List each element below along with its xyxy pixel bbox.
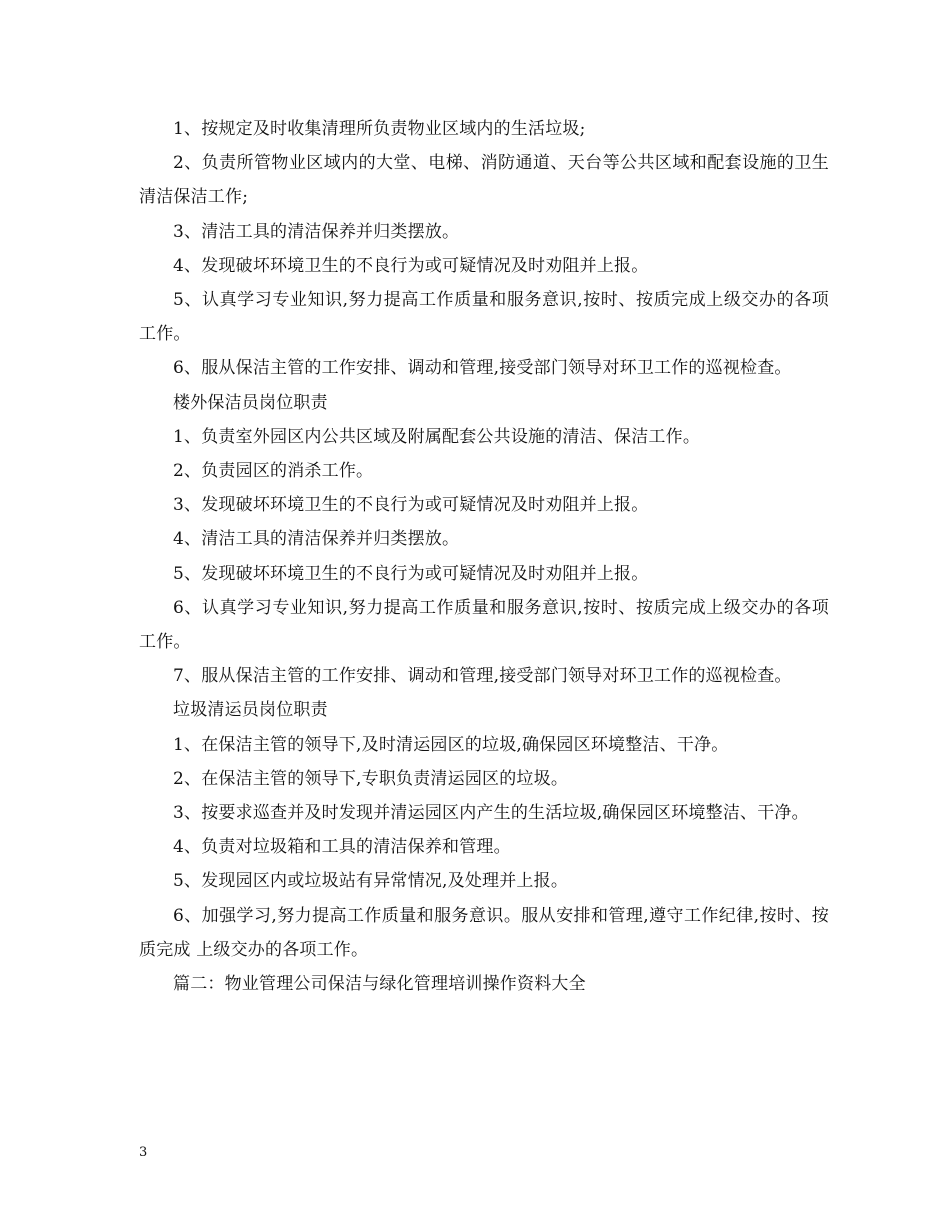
paragraph: 5、发现园区内或垃圾站有异常情况,及处理并上报。 bbox=[173, 871, 569, 892]
paragraph: 1、在保洁主管的领导下,及时清运园区的垃圾,确保园区环境整洁、干净。 bbox=[173, 734, 729, 755]
paragraph: 6、服从保洁主管的工作安排、调动和管理,接受部门领导对环卫工作的巡视检查。 bbox=[173, 358, 792, 379]
chapter-heading: 篇二：物业管理公司保洁与绿化管理培训操作资料大全 bbox=[173, 974, 586, 995]
paragraph: 6、加强学习,努力提高工作质量和服务意识。服从安排和管理,遵守工作纪律,按时、按质完成 上级交办的各项工作。 bbox=[139, 905, 829, 960]
section-heading: 垃圾清运员岗位职责 bbox=[173, 700, 328, 721]
paragraph: 2、负责所管物业区域内的大堂、电梯、消防通道、天台等公共区域和配套设施的卫生清洁保洁工作; bbox=[139, 153, 829, 208]
paragraph: 5、发现破坏环境卫生的不良行为或可疑情况及时劝阻并上报。 bbox=[173, 563, 649, 584]
paragraph: 3、发现破坏环境卫生的不良行为或可疑情况及时劝阻并上报。 bbox=[173, 495, 649, 516]
paragraph: 3、清洁工具的清洁保养并归类摆放。 bbox=[173, 221, 460, 242]
paragraph: 5、认真学习专业知识,努力提高工作质量和服务意识,按时、按质完成上级交办的各项工作。 bbox=[139, 290, 829, 345]
paragraph: 6、认真学习专业知识,努力提高工作质量和服务意识,按时、按质完成上级交办的各项工作。 bbox=[139, 597, 829, 653]
paragraph: 4、发现破坏环境卫生的不良行为或可疑情况及时劝阻并上报。 bbox=[173, 255, 649, 276]
paragraph: 2、负责园区的消杀工作。 bbox=[173, 461, 374, 482]
paragraph: 2、在保洁主管的领导下,专职负责清运园区的垃圾。 bbox=[173, 768, 569, 789]
page-number: 3 bbox=[139, 1145, 148, 1160]
paragraph: 4、负责对垃圾箱和工具的清洁保养和管理。 bbox=[173, 837, 511, 858]
paragraph: 4、清洁工具的清洁保养并归类摆放。 bbox=[173, 529, 460, 550]
paragraph: 7、服从保洁主管的工作安排、调动和管理,接受部门领导对环卫工作的巡视检查。 bbox=[173, 666, 792, 687]
paragraph: 1、按规定及时收集清理所负责物业区域内的生活垃圾; bbox=[173, 119, 586, 139]
paragraph: 3、按要求巡查并及时发现并清运园区内产生的生活垃圾,确保园区环境整洁、干净。 bbox=[173, 803, 809, 824]
section-heading: 楼外保洁员岗位职责 bbox=[173, 392, 328, 413]
paragraph: 1、负责室外园区内公共区域及附属配套公共设施的清洁、保洁工作。 bbox=[173, 426, 701, 447]
document-body bbox=[139, 112, 829, 1001]
